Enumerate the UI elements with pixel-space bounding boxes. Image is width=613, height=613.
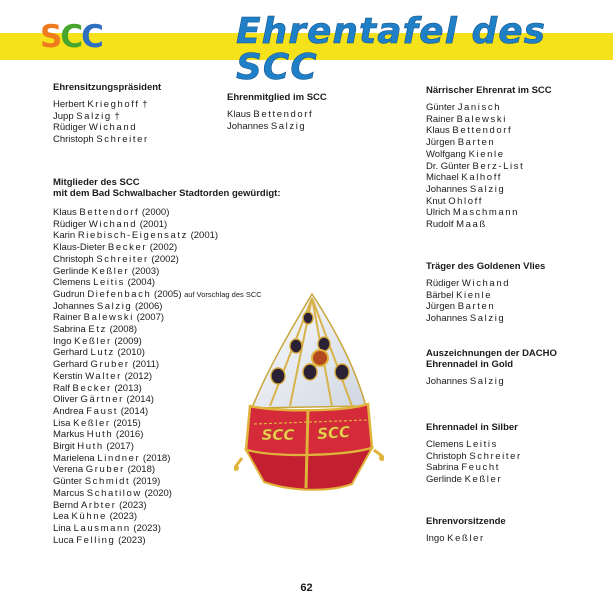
last-name: Leitis xyxy=(93,277,125,289)
last-name: Gärtner xyxy=(80,394,124,406)
last-name: Kalhoff xyxy=(461,172,502,184)
first-name: Rudolf xyxy=(426,219,454,231)
first-name: Oliver xyxy=(53,394,78,406)
last-name: Berz-List xyxy=(472,160,525,172)
last-name: Wichand xyxy=(88,218,138,230)
first-name: Günter xyxy=(426,102,456,113)
list-item xyxy=(53,99,161,111)
first-name: Clemens xyxy=(53,277,91,289)
last-name: Balewski xyxy=(456,113,507,125)
last-name: Lausmann xyxy=(73,522,131,534)
first-name: Knut xyxy=(426,195,446,207)
first-name: Johannes xyxy=(426,376,468,387)
name-suffix: (2000) xyxy=(141,207,170,218)
logo-letter-s: S xyxy=(40,19,61,55)
name-suffix: (2016) xyxy=(115,429,144,441)
last-name: Diefenbach xyxy=(87,288,152,300)
last-name: Maschmann xyxy=(452,207,520,219)
cap-label: SCC xyxy=(316,422,351,444)
last-name: Schreiter xyxy=(96,134,149,146)
first-name: Ingo xyxy=(53,335,72,347)
list-item xyxy=(426,184,552,196)
last-name: Bettendorf xyxy=(79,207,140,218)
first-name: Christoph xyxy=(426,450,467,462)
list-item xyxy=(426,172,552,184)
first-name: Markus xyxy=(53,429,85,441)
last-name: Keßler xyxy=(464,474,503,486)
first-name: Jürgen xyxy=(426,301,456,313)
list-item xyxy=(227,109,327,121)
first-name: Gerhard xyxy=(53,359,88,371)
name-suffix: (2002) xyxy=(149,242,178,254)
first-name: Gerlinde xyxy=(426,474,462,486)
list-item xyxy=(53,535,281,547)
section-heading: Närrischer Ehrenrat im SCC xyxy=(426,85,552,96)
first-name: Ingo xyxy=(426,533,445,544)
name-suffix: (2011) xyxy=(132,359,160,371)
last-name: Salzig xyxy=(270,120,307,132)
first-name: Jürgen xyxy=(426,137,456,149)
first-name: Johannes xyxy=(426,313,468,325)
name-suffix: (2003) xyxy=(131,265,160,277)
first-name: Lea xyxy=(53,511,69,523)
first-name: Günter xyxy=(53,476,83,488)
name-suffix: (2004) xyxy=(127,277,156,289)
logo-letter-c1: C xyxy=(60,19,82,55)
first-name: Ulrich xyxy=(426,207,451,219)
last-name: Schmidt xyxy=(84,476,131,488)
page-title: Ehrentafel des SCC xyxy=(236,11,547,88)
name-list xyxy=(426,102,552,231)
first-name: Gudrun xyxy=(53,288,85,300)
first-name: Lisa xyxy=(53,417,71,429)
first-name: Verena xyxy=(53,464,84,476)
first-name: Karin xyxy=(53,230,76,242)
page-number: 62 xyxy=(300,582,313,594)
section-heading: Ehrennadel in Silber xyxy=(426,422,518,433)
first-name: Luca xyxy=(53,534,74,546)
list-item xyxy=(426,451,522,463)
list-item xyxy=(53,266,281,278)
last-name: Wichand xyxy=(88,122,138,134)
section-heading: Ehrenmitglied im SCC xyxy=(227,92,327,103)
section-president xyxy=(53,82,161,146)
section-honorary-member xyxy=(227,92,327,132)
list-item xyxy=(426,313,545,325)
last-name: Salzig xyxy=(96,300,133,312)
list-item xyxy=(53,219,281,231)
last-name: Barten xyxy=(457,137,496,149)
first-name: Rüdiger xyxy=(53,122,87,134)
last-name: Faust xyxy=(86,405,119,417)
first-name: Dr. Günter xyxy=(426,160,470,172)
last-name: Wichand xyxy=(461,278,511,289)
scc-logo xyxy=(40,19,102,55)
last-name: Kienle xyxy=(456,289,493,301)
last-name: Huth xyxy=(77,441,104,453)
first-name: Gerlinde xyxy=(53,265,89,277)
last-name: Gruber xyxy=(90,359,130,371)
first-name: Birgit xyxy=(53,441,75,453)
list-item xyxy=(426,290,545,302)
logo-letter-c2: C xyxy=(81,19,102,55)
last-name: Salzig xyxy=(469,313,506,325)
name-list xyxy=(426,533,506,545)
section-heading: Ehrenvorsitzende xyxy=(426,516,506,527)
last-name: Kienle xyxy=(468,148,505,160)
first-name: Ralf xyxy=(53,382,70,394)
name-suffix: (2013) xyxy=(114,382,142,394)
section-heading: Ehrensitzungspräsident xyxy=(53,82,162,93)
list-item xyxy=(426,137,552,149)
name-note: auf Vorschlag des SCC xyxy=(184,289,262,299)
last-name: Etz xyxy=(88,324,107,336)
first-name: Johannes xyxy=(426,183,468,195)
first-name: Rüdiger xyxy=(426,278,460,289)
list-item xyxy=(53,523,281,535)
first-name: Rainer xyxy=(53,312,81,324)
first-name: Klaus-Dieter xyxy=(53,242,106,254)
name-suffix: † xyxy=(114,110,120,122)
name-suffix: (2014) xyxy=(126,394,154,406)
last-name: Lindner xyxy=(97,452,141,464)
list-item xyxy=(426,439,522,451)
last-name: Becker xyxy=(107,242,148,254)
name-suffix: (2017) xyxy=(106,441,134,453)
last-name: Barten xyxy=(457,301,496,313)
list-item xyxy=(53,207,281,219)
name-list xyxy=(426,376,557,388)
list-item xyxy=(426,196,552,208)
last-name: Becker xyxy=(72,382,112,394)
list-item xyxy=(53,134,161,146)
list-item xyxy=(426,301,545,313)
list-item xyxy=(426,474,522,486)
first-name: Rainer xyxy=(426,113,454,125)
last-name: Salzig xyxy=(469,183,506,195)
list-item xyxy=(53,242,281,254)
last-name: Huth xyxy=(86,429,114,441)
last-name: Walter xyxy=(85,370,122,382)
name-suffix: (2006) xyxy=(134,300,163,312)
list-item xyxy=(227,121,327,133)
last-name: Bettendorf xyxy=(452,125,513,137)
last-name: Lutz xyxy=(90,347,115,359)
last-name: Ohloff xyxy=(448,195,483,207)
last-name: Keßler xyxy=(447,533,485,544)
name-suffix: (2018) xyxy=(142,452,171,464)
last-name: Riebisch-Eigensatz xyxy=(77,230,188,242)
list-item xyxy=(53,511,281,523)
section-subheading: Ehrennadel in Gold xyxy=(426,359,514,370)
first-name: Marielena xyxy=(53,452,95,464)
name-suffix: (2001) xyxy=(139,218,168,230)
last-name: Keßler xyxy=(74,335,112,347)
list-item xyxy=(426,533,506,545)
list-item xyxy=(426,278,545,290)
list-item xyxy=(426,149,552,161)
list-item xyxy=(426,462,522,474)
first-name: Sabrina xyxy=(53,324,86,336)
last-name: Keßler xyxy=(73,417,111,429)
list-item xyxy=(426,125,552,137)
first-name: Bernd xyxy=(53,499,79,511)
first-name: Klaus xyxy=(426,125,450,137)
first-name: Klaus xyxy=(227,109,251,120)
last-name: Krieghoff xyxy=(87,99,140,110)
first-name: Marcus xyxy=(53,487,85,499)
list-item xyxy=(426,219,552,231)
first-name: Wolfgang xyxy=(426,148,466,160)
fools-cap-image xyxy=(234,288,384,498)
list-item xyxy=(53,230,281,242)
name-suffix: † xyxy=(142,99,148,110)
name-suffix: (2007) xyxy=(136,312,165,324)
cap-label: SCC xyxy=(261,426,295,444)
name-suffix: (2023) xyxy=(118,534,146,546)
section-subheading: mit dem Bad Schwalbacher Stadtorden gewürdigt: xyxy=(53,188,281,199)
list-item xyxy=(53,111,161,123)
last-name: Feucht xyxy=(461,462,501,474)
name-suffix: (2018) xyxy=(127,464,156,476)
first-name: Kerstin xyxy=(53,370,83,382)
last-name: Bettendorf xyxy=(253,109,314,120)
first-name: Clemens xyxy=(426,439,464,450)
list-item xyxy=(426,161,552,173)
last-name: Schreiter xyxy=(469,450,522,462)
name-suffix: (2023) xyxy=(133,522,161,534)
last-name: Arbter xyxy=(81,499,117,511)
last-name: Schatilow xyxy=(86,487,142,499)
name-suffix: (2010) xyxy=(117,347,145,359)
list-item xyxy=(426,102,552,114)
name-suffix: (2001) xyxy=(190,230,219,242)
list-item xyxy=(426,207,552,219)
first-name: Jupp xyxy=(53,110,74,122)
name-suffix: (2005) xyxy=(154,288,182,300)
last-name: Salzig xyxy=(76,110,112,122)
list-item xyxy=(53,254,281,266)
section-dacho-gold xyxy=(426,348,557,388)
name-suffix: (2020) xyxy=(144,487,172,499)
section-golden-fleece xyxy=(426,261,545,325)
name-suffix: (2008) xyxy=(109,324,138,336)
name-suffix: (2014) xyxy=(120,405,149,417)
list-item xyxy=(426,376,557,388)
section-silver-pin xyxy=(426,422,522,486)
name-list xyxy=(426,278,545,325)
first-name: Christoph xyxy=(53,134,94,146)
name-suffix: (2023) xyxy=(109,511,138,523)
last-name: Keßler xyxy=(91,265,130,277)
list-item xyxy=(426,114,552,126)
first-name: Christoph xyxy=(53,253,94,265)
name-list xyxy=(53,99,161,146)
first-name: Michael xyxy=(426,172,459,184)
section-chairman xyxy=(426,516,506,545)
first-name: Lina xyxy=(53,522,71,534)
name-suffix: (2002) xyxy=(151,253,179,265)
name-list xyxy=(227,109,327,132)
name-suffix: (2019) xyxy=(132,476,161,488)
last-name: Salzig xyxy=(469,376,506,387)
name-suffix: (2015) xyxy=(113,417,141,429)
last-name: Janisch xyxy=(457,102,502,113)
first-name: Herbert xyxy=(53,99,85,110)
last-name: Maaß xyxy=(456,219,487,231)
last-name: Balewski xyxy=(83,312,134,324)
name-list xyxy=(426,439,522,486)
first-name: Bärbel xyxy=(426,289,454,301)
name-suffix: (2012) xyxy=(124,370,153,382)
list-item xyxy=(53,122,161,134)
list-item xyxy=(53,500,281,512)
first-name: Klaus xyxy=(53,207,77,218)
last-name: Gruber xyxy=(85,464,125,476)
last-name: Felling xyxy=(76,534,116,546)
last-name: Kühne xyxy=(71,511,107,523)
first-name: Andrea xyxy=(53,405,84,417)
first-name: Sabrina xyxy=(426,462,459,474)
last-name: Schreiter xyxy=(96,253,149,265)
section-heading: Auszeichnungen der DACHO xyxy=(426,348,557,359)
name-suffix: (2023) xyxy=(119,499,147,511)
first-name: Johannes xyxy=(227,120,269,132)
name-suffix: (2009) xyxy=(114,335,142,347)
first-name: Rüdiger xyxy=(53,218,87,230)
section-heading: Mitglieder des SCC xyxy=(53,177,140,188)
section-council xyxy=(426,85,552,231)
first-name: Johannes xyxy=(53,300,95,312)
first-name: Gerhard xyxy=(53,347,88,359)
last-name: Leitis xyxy=(466,439,498,450)
section-heading: Träger des Goldenen Vlies xyxy=(426,261,546,272)
